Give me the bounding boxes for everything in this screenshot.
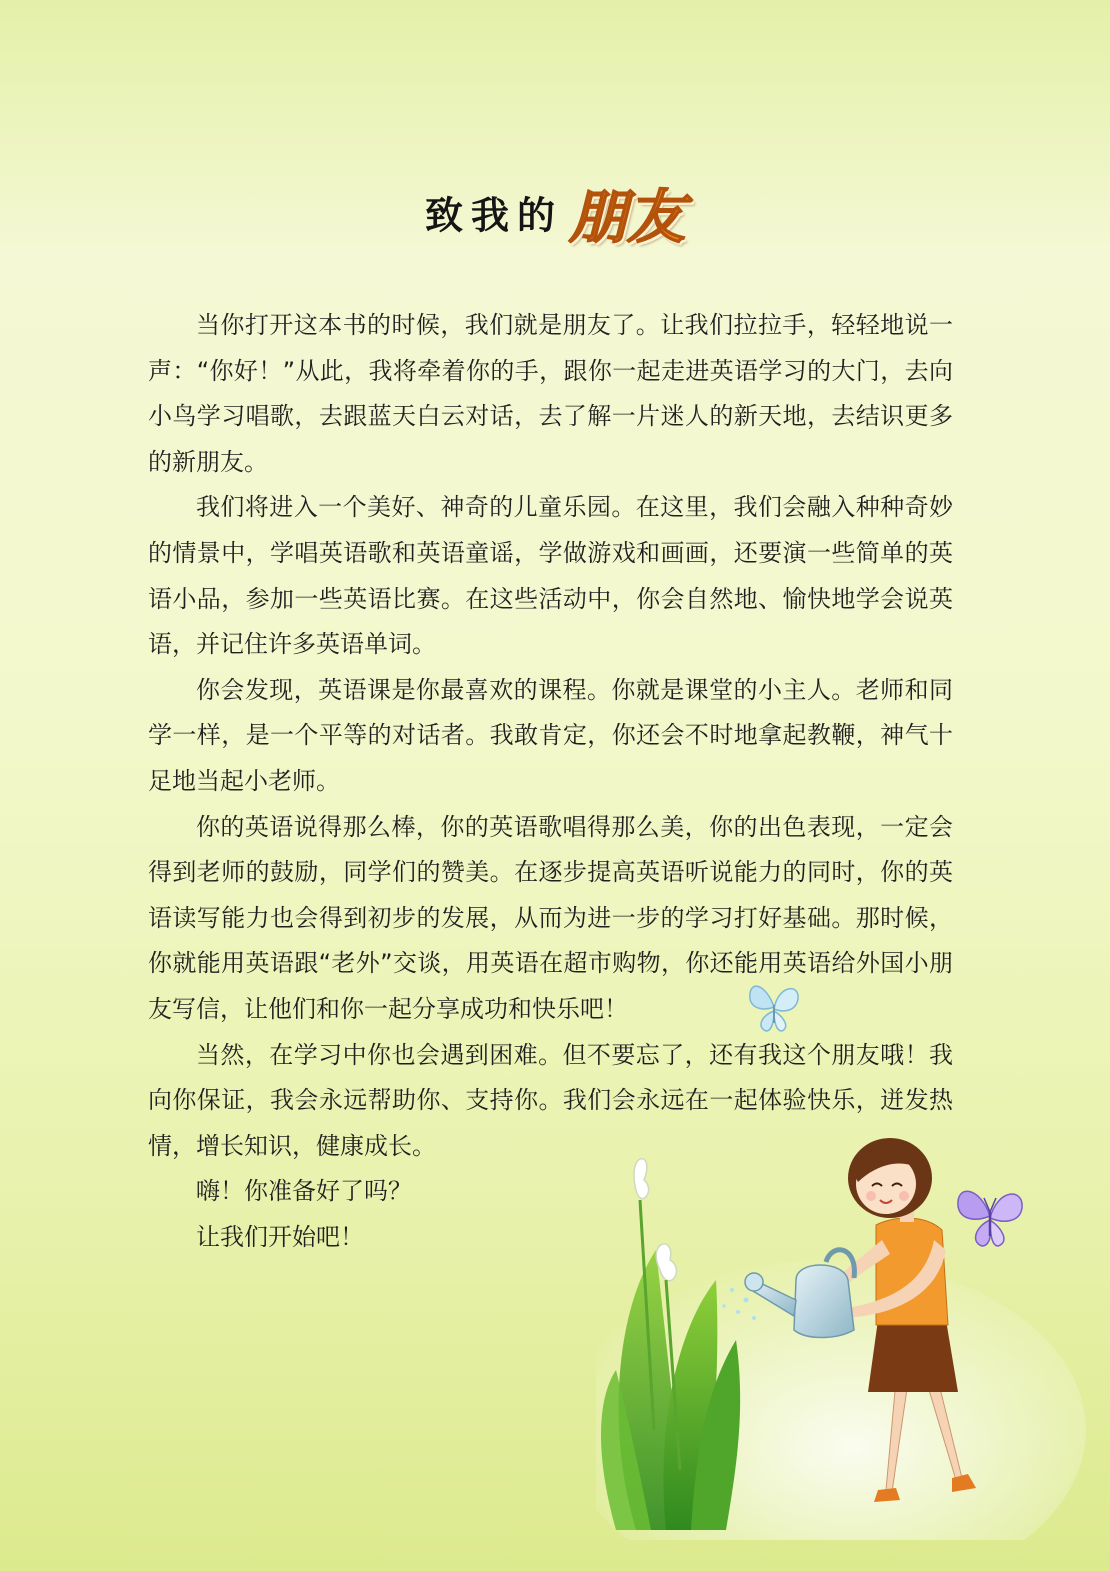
purple-butterfly-icon <box>952 1180 1028 1254</box>
paragraph-5: 当然，在学习中你也会遇到困难。但不要忘了，还有我这个朋友哦！我向你保证，我会永远帮助你、支持你。我们会永远在一起体验快乐，迸发热情，增长知识，健康成长。 <box>148 1040 953 1160</box>
blue-butterfly-icon <box>744 975 804 1037</box>
title-part-2-highlight: 朋友 <box>569 183 686 251</box>
page-title <box>0 170 1110 254</box>
girl-watering-plant-illustration <box>596 1130 1106 1540</box>
closing-line-2: 让我们开始吧！ <box>196 1222 364 1251</box>
closing-line-1: 嗨！你准备好了吗？ <box>196 1177 412 1206</box>
paragraph-2: 我们将进入一个美好、神奇的儿童乐园。在这里，我们会融入种种奇妙的情景中，学唱英语歌和英语童谣，学做游戏和画画，还要演一些简单的英语小品，参加一些英语比赛。在这些活动中，你会自然地、愉快地学会说英语，并记住许多英语单词。 <box>148 493 953 659</box>
paragraph-4: 你的英语说得那么棒，你的英语歌唱得那么美，你的出色表现，一定会得到老师的鼓励，同学们的赞美。在逐步提高英语听说能力的同时，你的英语读写能力也会得到初步的发展，从而为进一步的学习打好基础。那时候，你就能用英语跟“老外”交谈，用英语在超市购物，你还能用英语给外国小朋友写信，让他们和你一起分享成功和快乐吧！ <box>148 812 953 1023</box>
paragraph-1: 当你打开这本书的时候，我们就是朋友了。让我们拉拉手，轻轻地说一声：“你好！”从此，我将牵着你的手，跟你一起走进英语学习的大门，去向小鸟学习唱歌，去跟蓝天白云对话，去了解一片迷人的新天地，去结识更多的新朋友。 <box>148 311 953 476</box>
paragraph-3: 你会发现，英语课是你最喜欢的课程。你就是课堂的小主人。老师和同学一样，是一个平等的对话者。我敢肯定，你还会不时地拿起教鞭，神气十足地当起小老师。 <box>148 675 953 795</box>
title-part-1: 致我的 <box>424 193 563 238</box>
letter-body <box>148 303 953 1260</box>
